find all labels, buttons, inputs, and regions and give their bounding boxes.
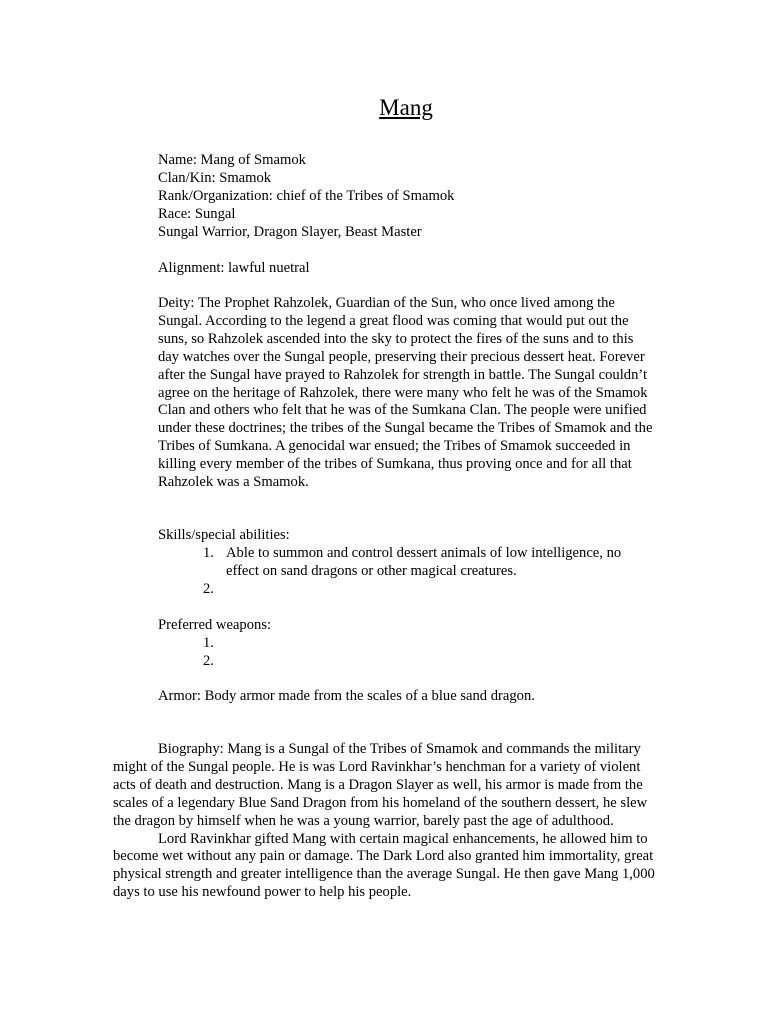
- skills-heading: Skills/special abilities:: [158, 527, 290, 543]
- biography-block: [113, 741, 658, 902]
- list-item: [158, 635, 653, 653]
- alignment-block: [158, 260, 653, 278]
- armor-block: [158, 688, 653, 706]
- list-item: [158, 545, 653, 581]
- rank-field: Rank/Organization: chief of the Tribes of Smamok: [158, 187, 455, 204]
- deity-paragraph: Deity: The Prophet Rahzolek, Guardian of the Sun, who once lived among the Sungal. According to the legend a great flood was coming that would put out the suns, so Rahzolek ascended into the sky to protect the fires of the suns and to this day watches over the Sungal people, preserving their precious dessert heat. Forever after the Sungal have prayed to Rahzolek for strength in battle. The Sungal couldn’t agree on the heritage of Rahzolek, there were many who felt he was of the Smamok Clan and others who felt that he was of the Sumkana Clan. The people were unified under these doctrines; the tribes of the Sungal became the Tribes of Smamok and the Tribes of Sumkana. A genocidal war ensued; the Tribes of Smamok succeeded in killing every member of the tribes of Sumkana, thus proving once and for all that Rahzolek was a Smamok.: [158, 295, 653, 491]
- armor-field: Armor: Body armor made from the scales of a blue sand dragon.: [158, 688, 535, 704]
- skills-list: [158, 545, 653, 599]
- identity-block: [158, 152, 653, 242]
- race-field: Race: Sungal: [158, 205, 236, 222]
- classes-field: Sungal Warrior, Dragon Slayer, Beast Master: [158, 223, 422, 240]
- clan-field: Clan/Kin: Smamok: [158, 169, 272, 186]
- weapons-heading: Preferred weapons:: [158, 617, 272, 633]
- list-number: 1.: [203, 544, 214, 561]
- weapons-block: [158, 617, 653, 671]
- list-number: 2.: [203, 580, 214, 597]
- weapons-list: [158, 635, 653, 671]
- list-number: 2.: [203, 652, 214, 669]
- deity-block: [158, 295, 653, 492]
- list-text: Able to summon and control dessert animals of low intelligence, no effect on sand dragons or other magical creatures.: [226, 544, 622, 579]
- list-item: [158, 653, 653, 671]
- biography-paragraph: Lord Ravinkhar gifted Mang with certain magical enhancements, he allowed him to become wet without any pain or damage. The Dark Lord also granted him immortality, great physical strength and greater intelligence than the average Sungal. He then gave Mang 1,000 days to use his newfound power to help his people.: [113, 830, 655, 901]
- name-field: Name: Mang of Smamok: [158, 152, 306, 168]
- page-title: Mang: [379, 95, 433, 120]
- skills-block: [158, 527, 653, 599]
- alignment-field: Alignment: lawful nuetral: [158, 260, 310, 276]
- list-item: [158, 581, 653, 599]
- list-number: 1.: [203, 634, 214, 651]
- biography-paragraph: Biography: Mang is a Sungal of the Tribes of Smamok and commands the military might of the Sungal people. He is was Lord Ravinkhar’s henchman for a variety of violent acts of death and destruction. Mang is a Dragon Slayer as well, his armor is made from the scales of a legendary Blue Sand Dragon from his homeland of the southern dessert, he slew the dragon by himself when he was a young warrior, barely past the age of adulthood.: [113, 741, 648, 829]
